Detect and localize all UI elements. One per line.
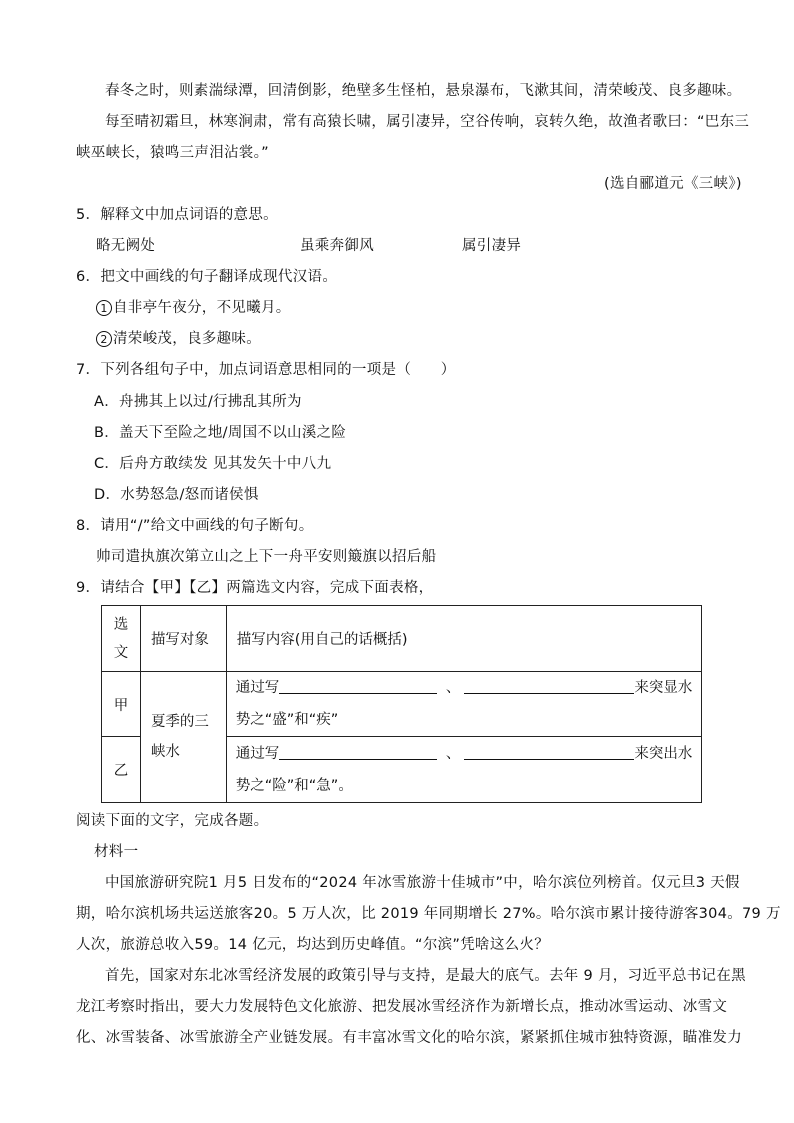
circled-number-1: 1 — [96, 300, 112, 316]
material-2-line-1: 首先，国家对东北冰雪经济发展的政策引导与支持，是最大的底气。去年 9 月，习近平总书记在黑 — [105, 968, 746, 984]
row-label-jia: 甲 — [102, 672, 141, 737]
material-1-line-3: 人次，旅游总收入59。14 亿元，均达到历史峰值。“尔滨”凭啥这么火？ — [76, 937, 550, 953]
question-9-stem: 9．请结合【甲】【乙】两篇选文内容，完成下面表格， — [76, 580, 434, 596]
question-5-stem: 5．解释文中加点词语的意思。 — [76, 207, 278, 223]
question-5-term-3: 属引凄异 — [462, 238, 522, 254]
material-2-line-2: 龙江考察时指出，要大力发展特色文化旅游、把发展冰雪经济作为新增长点，推动冰雪运动、冰雪文 — [76, 999, 728, 1015]
question-8-sentence: 帅司遣执旗次第立山之上下一舟平安则簸旗以招后船 — [96, 549, 437, 565]
object-line-1: 夏季的三 — [150, 714, 209, 730]
header-selection-line-1: 选 — [113, 616, 129, 633]
header-cell-selection — [102, 606, 141, 672]
question-7-option-c: C．后舟方敢续发 见其发矢十中八九 — [94, 456, 332, 472]
content-cell-yi: 通过写 、 来突出水 势之“险”和“急”。 — [226, 737, 701, 803]
question-5-term-1: 略无阙处 — [96, 238, 156, 254]
fill-blank[interactable] — [279, 679, 437, 694]
object-line-2: 峡水 — [150, 744, 180, 760]
question-9-table — [101, 605, 702, 803]
material-title: 材料一 — [94, 844, 139, 860]
table-header-row — [102, 606, 702, 672]
material-1-line-2: 期，哈尔滨机场共运送旅客20。5 万人次，比 2019 年同期增长 27%。哈尔滨市累计接待游客304。79 万 — [76, 906, 781, 922]
fill-blank[interactable] — [279, 745, 437, 760]
question-6-item-1 — [96, 298, 291, 318]
header-selection-line-2: 文 — [113, 644, 129, 661]
fill-blank[interactable] — [464, 745, 634, 760]
question-6-item-2 — [96, 329, 261, 349]
question-6-item-1-text: 自非亭午夜分，不见曦月。 — [113, 300, 291, 316]
row-label-yi: 乙 — [102, 737, 141, 803]
object-cell — [140, 672, 226, 803]
header-cell-object: 描写对象 — [140, 606, 226, 672]
circled-number-2: 2 — [96, 331, 112, 347]
question-6-stem: 6．把文中画线的句子翻译成现代汉语。 — [76, 269, 338, 285]
question-8-stem: 8．请用“/”给文中画线的句子断句。 — [76, 518, 314, 534]
header-cell-content: 描写内容(用自己的话概括) — [226, 606, 701, 672]
material-1-line-1: 中国旅游研究院1 月5 日发布的“2024 年冰雪旅游十佳城市”中，哈尔滨位列榜首。仅元旦3 天假 — [105, 875, 740, 891]
material-2-line-3: 化、冰雪装备、冰雪旅游全产业链发展。有丰富冰雪文化的哈尔滨，紧紧抓住城市独特资源，瞄准发力 — [76, 1030, 742, 1046]
question-7-option-d: D．水势怒急/怒而诸侯惧 — [94, 487, 259, 503]
table-row — [102, 672, 702, 737]
question-6-item-2-text: 清荣峻茂，良多趣味。 — [113, 331, 261, 347]
question-5-term-2: 虽乘奔御风 — [300, 238, 374, 254]
content-cell-jia: 通过写 、 来突显水 势之“盛”和“疾” — [226, 672, 701, 737]
passage-paragraph-2-line-1: 每至晴初霜旦，林寒涧肃，常有高猿长啸，属引凄异，空谷传响，哀转久绝，故渔者歌曰：“巴东三 — [105, 114, 750, 130]
reading-intro: 阅读下面的文字，完成各题。 — [76, 813, 269, 829]
fill-blank[interactable] — [464, 679, 634, 694]
passage-source: (选自郦道元《三峡》) — [604, 176, 742, 192]
question-7-option-a: A．舟拂其上以过/行拂乱其所为 — [94, 394, 302, 410]
passage-paragraph-1: 春冬之时，则素湍绿潭，回清倒影，绝壁多生怪柏，悬泉瀑布，飞漱其间，清荣峻茂、良多趣味。 — [105, 83, 742, 99]
passage-paragraph-2-line-2: 峡巫峡长，猿鸣三声泪沾裳。” — [76, 145, 269, 161]
question-7-option-b: B．盖天下至险之地/周国不以山溪之险 — [94, 425, 347, 441]
question-7-stem: 7．下列各组句子中，加点词语意思相同的一项是（ ） — [76, 362, 456, 378]
